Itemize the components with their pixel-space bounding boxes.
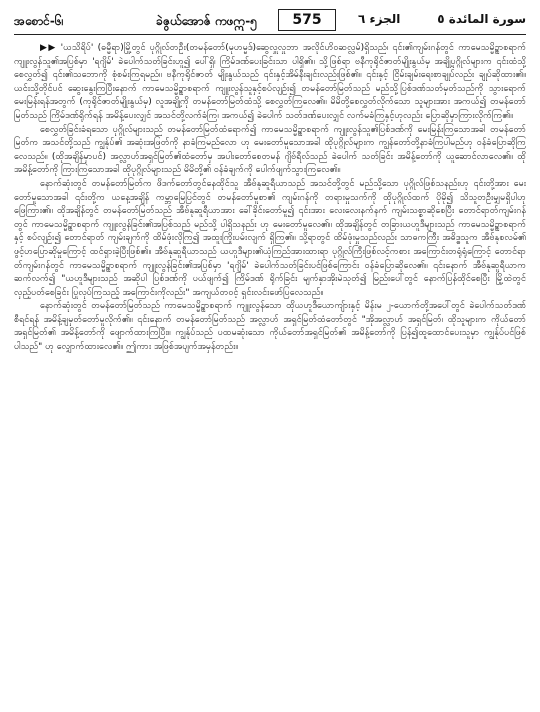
paragraph — [14, 178, 526, 300]
paragraph-text: နောက်ဆုံးတွင် တမန်တော်မြတ်သည် ကာမေသမ္မိဥ္စာစရာက် ကျူးလွန်သော ထိုယဟူဒီယောကျ်ားနှင့် မိန်းမ ၂-ယောက်တို့အပေါ်တွင် ခဲပေါက်သတ်ဒဏ် စီရင်ရန် အမိန့်ချမှတ်တော်မူလိုက်၏။ ၎င်းနောက် တမန်တော်မြတ်သည် အလ္လာဟ် အရှင်မြတ်ထံတော်တွင် "အိုအလ္လာဟ် အရှင်မြတ်၊ ထိုသူများက ကိုယ်တော် အရှင်မြတ်၏ အမိန့်တော်ကို ဖျောက်ထားကြပြီး။ ကျွန်ုပ်သည် ပထမဆုံးသော ကိုယ်တော်အရှင်မြတ်၏ အမိန့်တော်ကို ပြန်၍ထူထောင်ပေးသူမှာ ကျွန်ုပ်ပင်ဖြစ်ပါသည်" ဟု လျှောက်ထားလေ၏။ ဤကား အဖြစ်အပျက်အမှန်တည်း။ — [14, 301, 526, 353]
surah-label: سورة المائدة ٥ — [437, 12, 526, 26]
body-text — [14, 42, 526, 702]
volume-label: အစောင်-၆၊ — [14, 14, 64, 28]
page-header — [14, 8, 526, 35]
paragraph — [14, 42, 526, 124]
paragraph-text: 'ယသိရိပ်' (ဓမ္မီရာ)မြို့တွင် ပုဂ္ဂိုလ်တဦး(တမန်တော်(မုဟမ္မဒ်)ဆွေလှူလှုဘာ အလိုင်ဟိဝဆလ္လမ်)ရှိသည်၊ ၎င်း၏ကျမ်းဂန်တွင် ကာမေသမ္မိဥ္စာစရာက် ကျူးလွန်သူ၏အပြစ်မှာ 'ရဂျိမ်' ခဲပေါက်သတ်ခြင်းဟူ၍ ပေါ်ရှိ၊ ကြိမ်ဒဏ်ပေးခြင်းသာ ပါရှိ၏။ သို့ဖြစ်ရာ ဗနီကုရိုင်ဇာတ်မျိုးနွယ်မှ အချို့ပုဂ္ဂိုလ်များက ၎င်းထံသို့ စေလွှတ်၍ ၎င်း၏သဘောကို စုံစမ်းကြရမည်။ ဗနီကုရိုင်ဇာတ် မျိုးနွယ်သည် ၎င်းနှင့်အိမ်နီးချင်းလည်းဖြစ်၏။ ၎င်းနှင့် ငြိမ်းချမ်းရေးစာချုပ်လည်း ချုပ်ဆိုထား၏။ ယင်းသို့တိုင်ပင် ဆွေးနွေးကြပြီးနောက် ကာမေသမ္မိဥ္စာစရာက် ကျူးလွန်သူနှင့်စပ်လျဉ်း၍ တမန်တော်မြတ်သည် မည်သို့ပြစ်ဒဏ်သတ်မှတ်သည်ကို သွားရောက်မေးမြန်းရန်အတွက် (ကုရိုင်ဇာတ်မျိုးနွယ်မှ) လူအချို့ကို တမန်တော်မြတ်ထံသို့ စေလွှတ်ကြလေ၏။ မိမိတို့စေလွှတ်လိုက်သော သူများအား အကယ်၍ တမန်တော်မြတ်သည် ကြိမ်ဒဏ်ရိုက်ရန် အမိန့်ပေးလျှင် အသင်တို့လက်ခံကြ၊ အကယ်၍ ခဲပေါက် သတ်ဒဏ်ပေးလျှင် လက်မခံကြနှင့်ဟုလည်း ပြောဆိုမှာကြားလိုက်ကြ၏။ — [14, 43, 526, 121]
book-title: ခဲဇွယ်အောဇ် ကဖဣ-၅ — [156, 14, 257, 28]
juz-label: الجزء ٦ — [358, 12, 401, 26]
paragraph-text: စေလွှတ်ခြင်းခံရသော ပုဂ္ဂိုလ်များသည် တမန်တော်မြတ်ထံရောက်၍ ကာမေသမ္မိဥ္စာစရာက် ကျူးလွန်သူ၏ပြစ်ဒဏ်ကို မေးမြန်းကြသောအခါ တမန်တော်မြတ်က အသင်တို့သည် ကျွန်ုပ်၏ အဆုံးအဖြတ်ကို နာခံကြမည်လော ဟု မေးတော်မူသောအခါ ထိုပုဂ္ဂိုလ်များက ကျွန်တော်တို့နာခံကြပါမည်ဟု ဝန်ခံပြောဆိုကြ လေသည်။ (ထိုအချိန်မှာပင်) အလ္လာဟ်အရှင်မြတ်၏ထံတော်မှ အပါးတော်စေတမန် ဂျိဗ်ရီလ်သည် ခဲပေါက် သတ်ခြင်း အမိန့်တော်ကို ယူဆောင်လာလေ၏။ ထိုအမိန့်တော်ကို ကြားကြသောအခါ ထိုပုဂ္ဂိုလ်များသည် မိမိတို့၏ ဝန်ခံချက်ကို ပေါက်ဖျက်သွားကြလေ၏။ — [14, 124, 526, 176]
page-number: 575 — [278, 9, 336, 31]
paragraph — [14, 124, 526, 178]
paragraph — [14, 300, 526, 354]
paragraph-marker: ▶▶ — [40, 43, 57, 53]
paragraph-text: နောက်ဆုံးတွင် တမန်တော်မြတ်က ဖိဒက်တော်တွင်နေထိုင်သူ အီဗ်နုဆူရီယာသည် အသင်တို့တွင် မည်သို့သော ပုဂ္ဂိုလ်ဖြစ်သနည်းဟု ၎င်းတို့အား မေးတော်မူသောအခါ ၎င်းတို့က ယနေ့အချိန် ကမ္ဘာမြေပြင်တွင် တမန်တော်မူစာ၏ ကျမ်းဂန်ကို တရားမှုသက်ကို ထိုပုဂ္ဂိုလ်ထက် ပိုမို၍ သိသူတဦးမျှမရှိပါဟု ဖြေကြား၏။ ထိုအချိန်တွင် တမန်တော်မြတ်သည် အီဗ်နုဆူရီယာအား ခေါ်ခိုင်းတော်မူ၍ ၎င်းအား လေးလေးနက်နက် ကျမ်းသစ္စာဆိုစေပြီး တောင်ရာတ်ကျမ်းဂန်တွင် ကာမေသမ္မိဥ္စာစရာက် ကျူးလွန်ခြင်း၏အပြစ်သည် မည်သို့ ပါရှိသနည်း ဟု မေးတော်မူလေ၏။ ထိုအချိန်တွင် တခြားယဟူဒီများသည် ကာမေသမ္မိဥ္စာစရာက်နှင့် စပ်လျဉ်း၍ တောင်ရာတ် ကျမ်းချက်ကို ထိမ်ဖုံးလိုကြ၍ အထူးကြိုးပမ်းလျက် ရှိကြ၏။ သို့ရာတွင် ထိမ်ဖုံးမှုသည်လည်း သာဓကကြီး အဓိဒ္ဓသူက အီဗ်နုစလမ်၏ ဖွင့်ဟပြောဆိုမှုကြောင့် ထင်ရှားခဲ့ပြီးဖြစ်၏။ အီဗ်နုဆူရီယာသည် ယဟူဒီများ၏ယုံကြည်အားထားရာ ပုဂ္ဂိုလ်ကြီးဖြစ်လင့်ကစား အကြောင်းတရုံရုံကြောင့် တောင်ရာတ်ကျမ်းဂန်တွင် ကာမေသမ္မိဥ္စာစရာက် ကျူးလွန်ခြင်း၏အပြစ်မှာ 'ရဂျိမ်' ခဲပေါက်သတ်ခြင်းပင်ဖြစ်ကြောင်း ဝန်ခံပြောဆိုလေ၏။ ၎င်းနောက် အီဗ်နုဆူရီယာက ဆက်လက်၍ "ယဟူဒီများသည် အဆိုပါ ပြစ်ဒဏ်ကို ပယ်ဖျက်၍ ကြိမ်ဒဏ် ရိုက်ခြင်း မျက်နှာအိုးမဲသုတ်၍ မြည်းပေါ်တွင် နောက်ပြန်ထိုင်စေပြီး မြို့ထဲတွင် လှည့်ပတ်စေခြင်း ပြုလုပ်ကြသည့် အကြောင်းကိုလည်း" အကျယ်တဝင့် ရှင်းလင်းဖော်ပြလေသည်။ — [14, 178, 526, 298]
